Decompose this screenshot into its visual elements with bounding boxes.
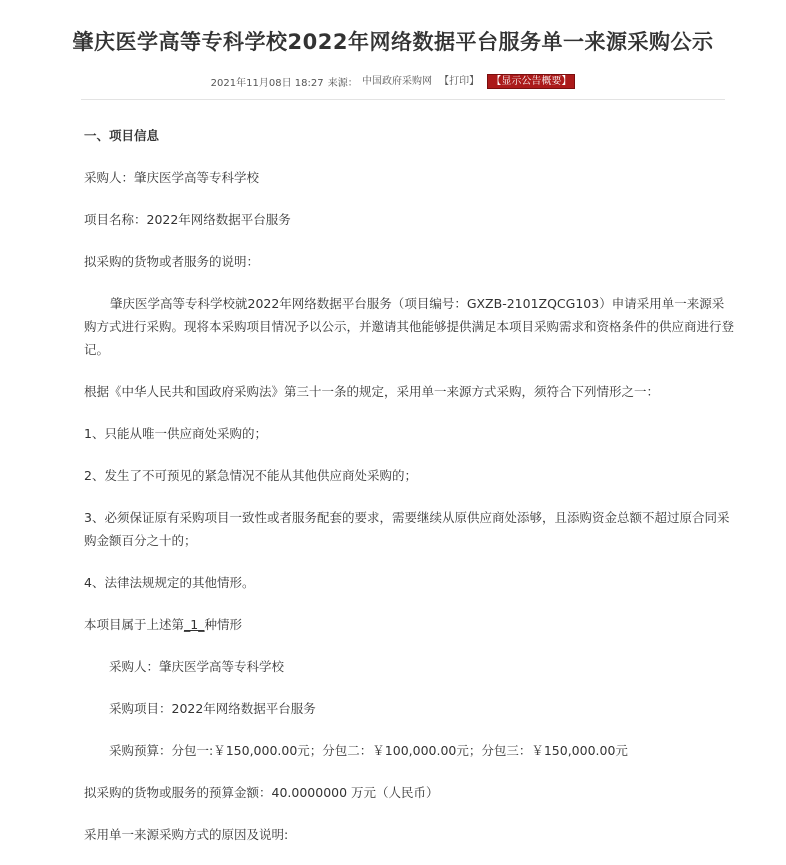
print-link[interactable]: 【打印】 <box>439 76 480 87</box>
source-label: 来源： <box>327 77 358 89</box>
case-item-3: 3、必须保证原有采购项目一致性或者服务配套的要求，需要继续从原供应商处添够，且添购资金总额不超过原合同采购金额百分之十的； <box>84 510 730 548</box>
sub-project-line: 采购项目：2022年网络数据平台服务 <box>109 701 316 716</box>
budget-total-line: 拟采购的货物或服务的预算金额：40.0000000 万元（人民币） <box>84 785 439 800</box>
publish-datetime: 2021年11月08日 18:27 <box>210 77 324 89</box>
header-divider <box>81 99 725 100</box>
law-paragraph: 根据《中华人民共和国政府采购法》第三十一条的规定，采用单一来源方式采购，须符合下列情形之一： <box>84 384 660 399</box>
sub-budget-line: 采购预算：分包一:￥150,000.00元；分包二：￥100,000.00元；分包三：￥150,000.00元 <box>109 743 628 758</box>
article-body <box>84 124 734 865</box>
belongs-suffix: 种情形 <box>204 617 242 632</box>
belongs-prefix: 本项目属于上述第 <box>84 617 185 632</box>
goods-desc-label: 拟采购的货物或者服务的说明： <box>84 254 260 269</box>
project-name-line: 项目名称：2022年网络数据平台服务 <box>84 212 291 227</box>
belongs-case-number: _1_ <box>184 617 205 632</box>
case-item-4: 4、法律法规规定的其他情形。 <box>84 575 255 590</box>
page-title: 肇庆医学高等专科学校2022年网络数据平台服务单一来源采购公示 <box>72 30 714 54</box>
show-summary-button[interactable]: 【显示公告概要】 <box>487 74 575 89</box>
case-item-1: 1、只能从唯一供应商处采购的； <box>84 426 267 441</box>
case-item-2: 2、发生了不可预见的紧急情况不能从其他供应商处采购的； <box>84 468 417 483</box>
purchaser-line: 采购人：肇庆医学高等专科学校 <box>84 170 260 185</box>
source-link[interactable]: 中国政府采购网 <box>361 76 432 87</box>
article-meta <box>0 72 786 89</box>
sub-purchaser-line: 采购人：肇庆医学高等专科学校 <box>109 659 285 674</box>
reason-label: 采用单一来源采购方式的原因及说明: <box>84 827 289 842</box>
goods-desc-paragraph: 肇庆医学高等专科学校就2022年网络数据平台服务（项目编号：GXZB-2101ZQCG103）申请采用单一来源采购方式进行采购。现将本采购项目情况予以公示，并邀请其他能够提供满足本项目采购需求和资格条件的供应商进行登记。 <box>84 296 735 357</box>
section-heading-project-info: 一、项目信息 <box>84 128 160 143</box>
belongs-case-line <box>84 613 734 636</box>
